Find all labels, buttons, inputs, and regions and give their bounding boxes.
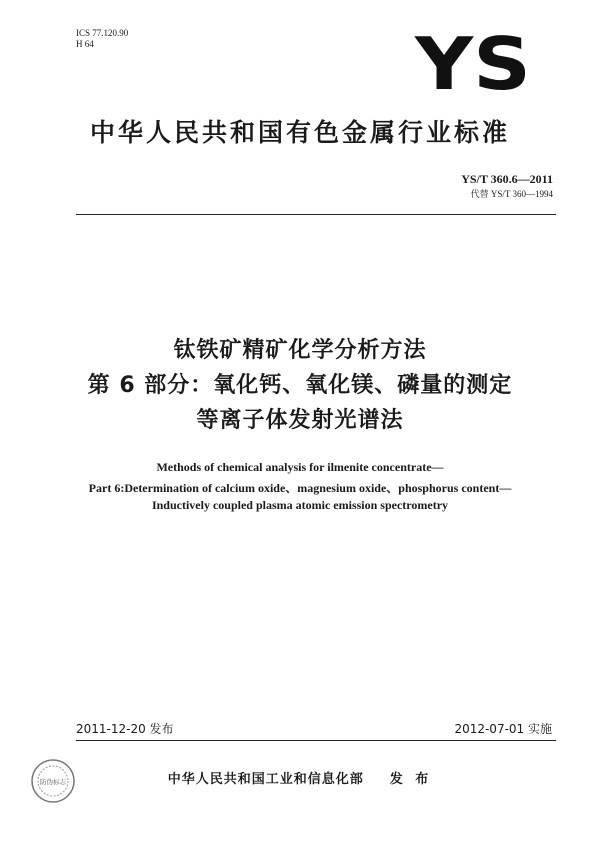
title-cn-line-3: 等离子体发射光谱法 (196, 408, 404, 433)
ys-logo (414, 33, 532, 93)
title-cn-line-2: 第 6 部分：氧化钙、氧化镁、磷量的测定 (87, 373, 513, 398)
organization-title: 中华人民共和国有色金属行业标准 (89, 118, 510, 147)
standard-number: YS/T 360.6—2011 (461, 172, 553, 186)
issuer-line (0, 768, 600, 787)
header-divider (76, 214, 556, 215)
classification-codes (76, 28, 128, 50)
title-en-line-1: Methods of chemical analysis for ilmenite concentrate— (156, 460, 444, 474)
title-en-line-2: Part 6:Determination of calcium oxide、magnesium oxide、phosphorus content— (88, 481, 512, 495)
effective-date: 2012-07-01 实施 (454, 722, 552, 736)
replaces-note: 代替 YS/T 360—1994 (470, 189, 553, 199)
title-en-line-3: Inductively coupled plasma atomic emission spectrometry (151, 498, 449, 512)
issuer-name: 中华人民共和国工业和信息化部 (167, 772, 364, 787)
footer-divider (76, 740, 556, 741)
ccs-code: H 64 (76, 39, 94, 49)
logo-text: YS (414, 33, 531, 93)
seal-text: 防伪标志 (40, 778, 66, 786)
issue-date: 2011-12-20 发布 (76, 722, 174, 736)
issuer-action: 发 布 (389, 772, 433, 787)
ics-code: ICS 77.120.90 (76, 28, 129, 38)
title-cn-line-1: 钛铁矿精矿化学分析方法 (173, 338, 427, 363)
